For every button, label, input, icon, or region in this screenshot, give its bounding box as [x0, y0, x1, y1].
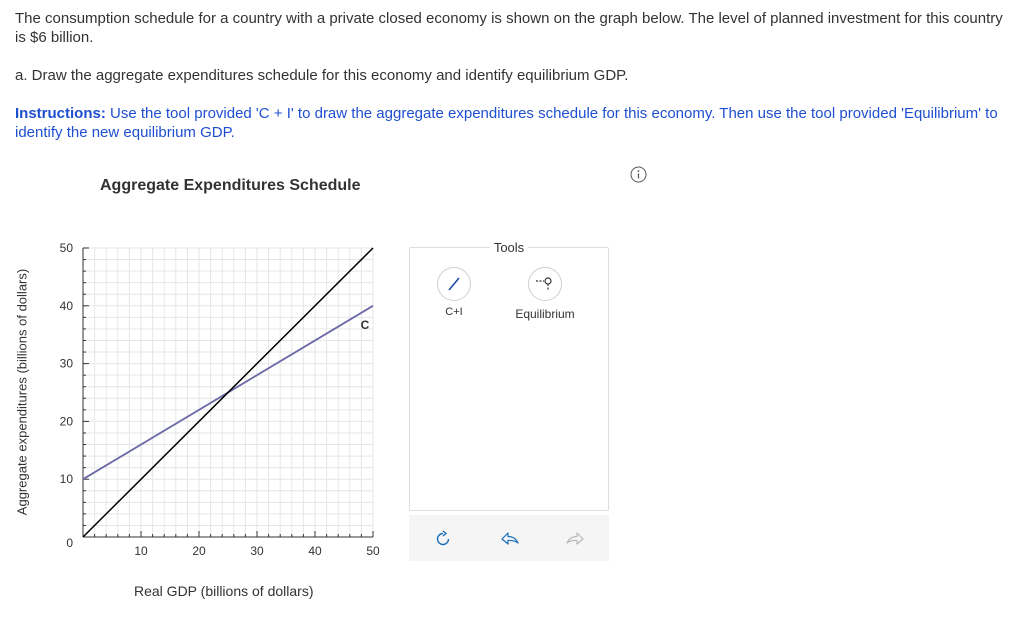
question-part-a: a. Draw the aggregate expenditures schedule for this economy and identify equilibrium GDP.	[15, 67, 629, 84]
y-tick-label: 20	[59, 414, 73, 429]
x-axis-label: Real GDP (billions of dollars)	[134, 583, 314, 599]
action-bar	[409, 515, 609, 561]
y-tick-label: 0	[66, 536, 73, 550]
reset-icon[interactable]	[433, 529, 453, 549]
redo-icon[interactable]	[565, 529, 585, 549]
tools-title: Tools	[490, 240, 528, 255]
instructions-label: Instructions:	[15, 105, 106, 122]
series-line-reference	[83, 248, 373, 537]
y-tick-label: 40	[59, 298, 73, 313]
chart-title: Aggregate Expenditures Schedule	[100, 177, 361, 194]
ci-tool-button[interactable]	[436, 267, 472, 318]
undo-icon[interactable]	[500, 529, 520, 549]
equilibrium-point-icon	[529, 268, 561, 300]
equilibrium-tool-label: Equilibrium	[515, 307, 575, 321]
y-tick-label: 30	[59, 356, 73, 371]
info-icon[interactable]	[630, 166, 647, 183]
line-tool-icon	[438, 268, 470, 300]
tools-panel	[409, 240, 609, 511]
series-label-c: C	[360, 317, 370, 332]
x-tick-label: 10	[134, 544, 148, 558]
ci-tool-label: C+I	[445, 306, 463, 318]
question-intro: The consumption schedule for a country with a private closed economy is shown on the graph below. The level of planned investment for this country is $6 billion.	[15, 10, 1003, 46]
x-tick-label: 40	[308, 544, 322, 558]
y-tick-label: 50	[59, 241, 73, 255]
instructions-text: Use the tool provided 'C + I' to draw the aggregate expenditures schedule for this economy. Then use the tool provided 'Equilibrium' to identify the new equilibrium GDP.	[15, 105, 998, 141]
x-tick-label: 20	[192, 544, 206, 558]
y-tick-label: 10	[59, 472, 73, 487]
x-tick-label: 30	[250, 544, 264, 558]
y-axis-label: Aggregate expenditures (billions of dollars)	[14, 268, 30, 516]
x-tick-label: 50	[366, 544, 380, 558]
equilibrium-tool-button[interactable]	[500, 267, 590, 321]
chart-plot[interactable]	[0, 0, 400, 570]
